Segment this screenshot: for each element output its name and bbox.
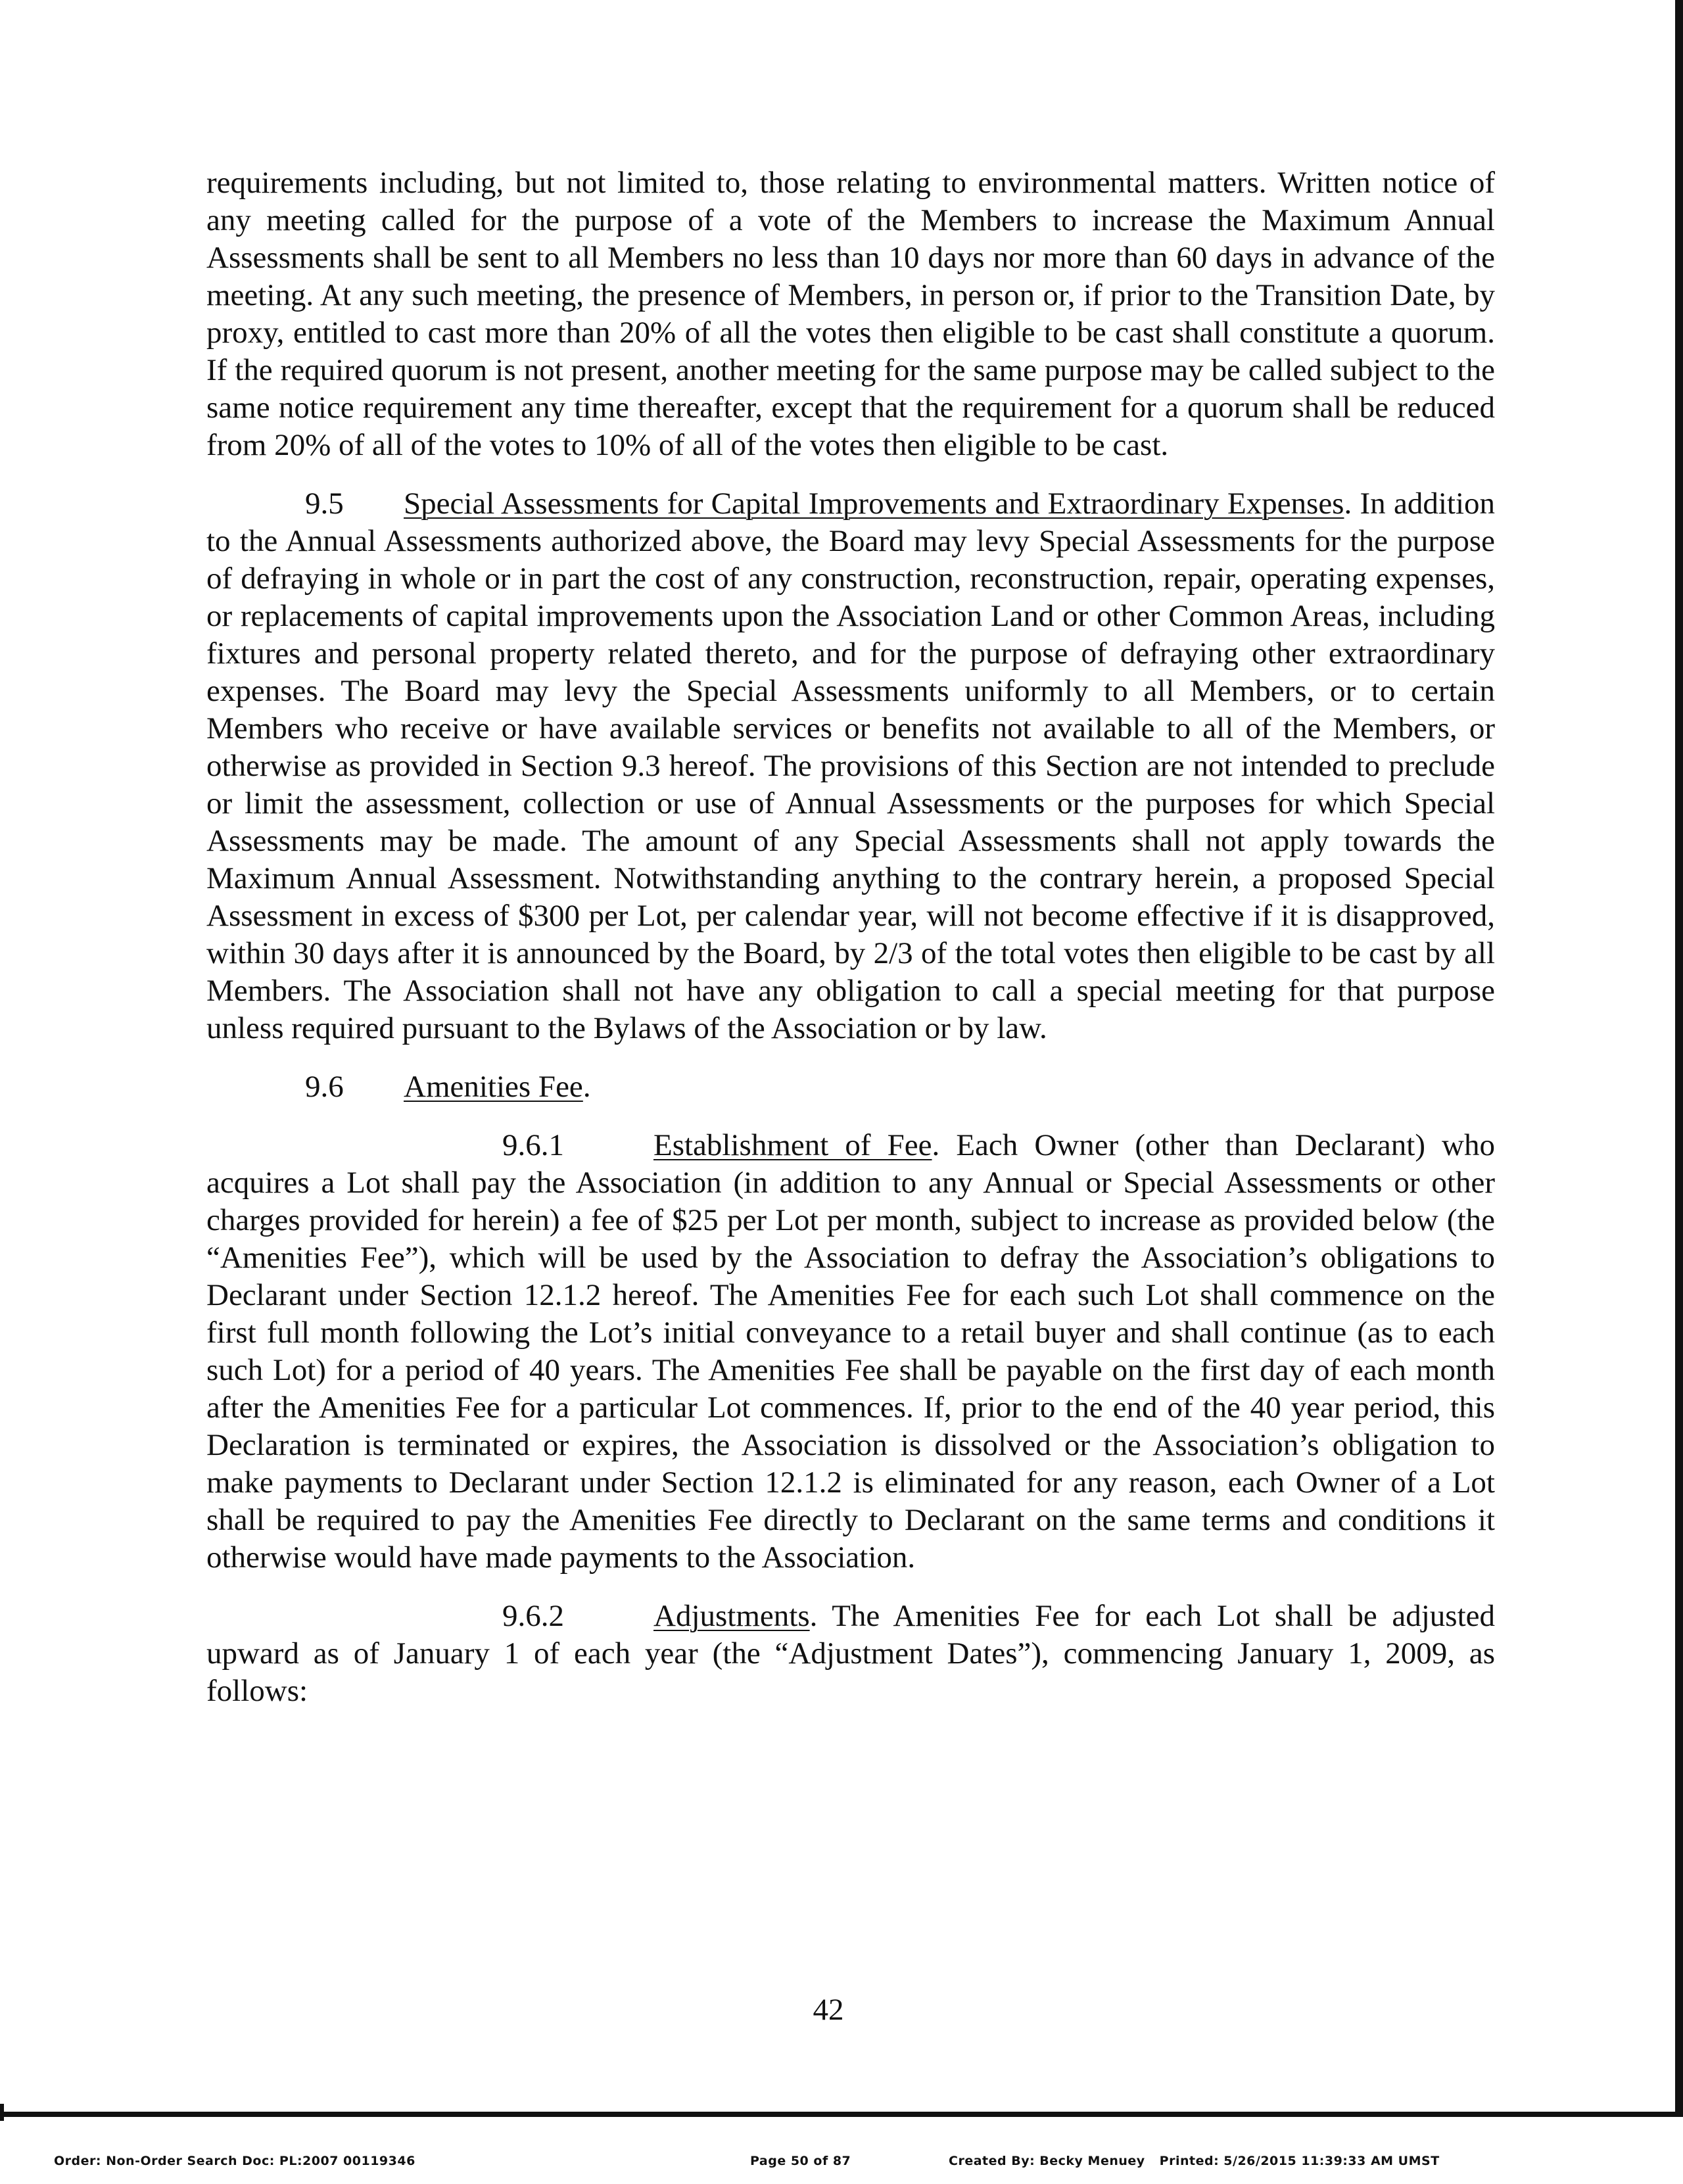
section-9-6-heading: 9.6 Amenities Fee.: [206, 1068, 1495, 1106]
section-9-6-2-body: The Amenities Fee for each Lot shall be adjusted upward as of January 1 of each year (the “Adjustment Dates”), commencing January 1, 2009, as follows:: [206, 1599, 1495, 1708]
section-9-6-1-title: Establishment of Fee: [653, 1128, 932, 1162]
paragraph-gap: [206, 1047, 1495, 1068]
paragraph-gap: [206, 1577, 1495, 1598]
footer-page-count: Page 50 of 87: [750, 2154, 851, 2168]
section-9-5-body: In addition to the Annual Assessments authorized above, the Board may levy Special Assessments for the purpose of defraying in whole or in part the cost of any construction, reconstruction, repair, operating expenses, or replacements of capital improvements upon the Association Land or other Common Areas, including fixtures and personal property related thereto, and for the purpose of defraying other extraordinary expenses. The Board may levy the Special Assessments uniformly to all Members, or to certain Members who receive or have available services or benefits not available to all of the Members, or otherwise as provided in Section 9.3 hereof. The provisions of this Section are not intended to preclude or limit the assessment, collection or use of Annual Assessments or the purposes for which Special Assessments may be made. The amount of any Special Assessments shall not apply towards the Maximum Annual Assessment. Notwithstanding anything to the contrary herein, a proposed Special Assessment in excess of $300 per Lot, per calendar year, will not become effective if it is disapproved, within 30 days after it is announced by the Board, by 2/3 of the total votes then eligible to be cast by all Members. The Association shall not have any obligation to call a special meeting for that purpose unless required pursuant to the Bylaws of the Association or by law.: [206, 487, 1495, 1045]
footer-tick-mark: [0, 2104, 4, 2121]
paragraph-gap: [206, 1106, 1495, 1127]
footer-order-info: Order: Non-Order Search Doc: PL:2007 00119346: [54, 2154, 415, 2168]
section-9-5-number: 9.5: [305, 487, 344, 521]
section-9-6-number: 9.6: [305, 1070, 344, 1104]
section-9-6-1: 9.6.1 Establishment of Fee. Each Owner (other than Declarant) who acquires a Lot shall pay the Association (in addition to any Annual or Special Assessments or other charges provided for herein) a fee of $25 per Lot per month, subject to increase as provided below (the “Amenities Fee”), which will be used by the Association to defray the Association’s obligations to Declarant under Section 12.1.2 hereof. The Amenities Fee for each such Lot shall commence on the first full month following the Lot’s initial conveyance to a retail buyer and shall continue (as to each such Lot) for a period of 40 years. The Amenities Fee shall be payable on the first day of each month after the Amenities Fee for a particular Lot commences. If, prior to the end of the 40 year period, this Declaration is terminated or expires, the Association is dissolved or the Association’s obligation to make payments to Declarant under Section 12.1.2 is eliminated for any reason, each Owner of a Lot shall be required to pay the Amenities Fee directly to Declarant on the same terms and conditions it otherwise would have made payments to the Association.: [206, 1128, 1495, 1575]
paragraph-continuation: requirements including, but not limited to, those relating to environmental matters. Written notice of any meeting called for the purpose of a vote of the Members to increase the Maximum Annual Assessments shall be sent to all Members no less than 10 days nor more than 60 days in advance of the meeting. At any such meeting, the presence of Members, in person or, if prior to the Transition Date, by proxy, entitled to cast more than 20% of all the votes then eligible to be cast shall constitute a quorum. If the required quorum is not present, another meeting for the same purpose may be called subject to the same notice requirement any time thereafter, except that the requirement for a quorum shall be reduced from 20% of all of the votes to 10% of all of the votes then eligible to be cast.: [206, 166, 1495, 462]
footer-print-info: [949, 2154, 1440, 2168]
section-9-5: 9.5 Special Assessments for Capital Improvements and Extraordinary Expenses. In addition to the Annual Assessments authorized above, the Board may levy Special Assessments for the purpose of defraying in whole or in part the cost of any construction, reconstruction, repair, operating expenses, or replacements of capital improvements upon the Association Land or other Common Areas, including fixtures and personal property related thereto, and for the purpose of defraying other extraordinary expenses. The Board may levy the Special Assessments uniformly to all Members, or to certain Members who receive or have available services or benefits not available to all of the Members, or otherwise as provided in Section 9.3 hereof. The provisions of this Section are not intended to preclude or limit the assessment, collection or use of Annual Assessments or the purposes for which Special Assessments may be made. The amount of any Special Assessments shall not apply towards the Maximum Annual Assessment. Notwithstanding anything to the contrary herein, a proposed Special Assessment in excess of $300 per Lot, per calendar year, will not become effective if it is disapproved, within 30 days after it is announced by the Board, by 2/3 of the total votes then eligible to be cast by all Members. The Association shall not have any obligation to call a special meeting for that purpose unless required pursuant to the Bylaws of the Association or by law.: [206, 487, 1495, 1045]
section-9-6-2-number: 9.6.2: [502, 1599, 564, 1633]
section-9-6-2: 9.6.2 Adjustments. The Amenities Fee for each Lot shall be adjusted upward as of January 1 of each year (the “Adjustment Dates”), commencing January 1, 2009, as follows:: [206, 1599, 1495, 1708]
section-9-5-title: Special Assessments for Capital Improvements and Extraordinary Expenses: [404, 487, 1344, 521]
paragraph-gap: [206, 464, 1495, 485]
section-9-6-2-title: Adjustments: [653, 1599, 810, 1633]
section-9-6-1-body: Each Owner (other than Declarant) who acquires a Lot shall pay the Association (in addition to any Annual or Special Assessments or other charges provided for herein) a fee of $25 per Lot per month, subject to increase as provided below (the “Amenities Fee”), which will be used by the Association to defray the Association’s obligations to Declarant under Section 12.1.2 hereof. The Amenities Fee for each such Lot shall commence on the first full month following the Lot’s initial conveyance to a retail buyer and shall continue (as to each such Lot) for a period of 40 years. The Amenities Fee shall be payable on the first day of each month after the Amenities Fee for a particular Lot commences. If, prior to the end of the 40 year period, this Declaration is terminated or expires, the Association is dissolved or the Association’s obligation to make payments to Declarant under Section 12.1.2 is eliminated for any reason, each Owner of a Lot shall be required to pay the Amenities Fee directly to Declarant on the same terms and conditions it otherwise would have made payments to the Association.: [206, 1128, 1495, 1575]
footer-created-by: Created By: Becky Menuey: [949, 2154, 1145, 2168]
section-9-6-title: Amenities Fee: [404, 1070, 583, 1104]
page-number: 42: [813, 1993, 844, 2027]
scan-edge-bar: [1675, 0, 1683, 2114]
footer-divider: [0, 2112, 1683, 2117]
document-body: [206, 164, 1495, 1710]
section-9-6-1-number: 9.6.1: [502, 1128, 564, 1162]
footer-printed: Printed: 5/26/2015 11:39:33 AM UMST: [1159, 2154, 1440, 2168]
